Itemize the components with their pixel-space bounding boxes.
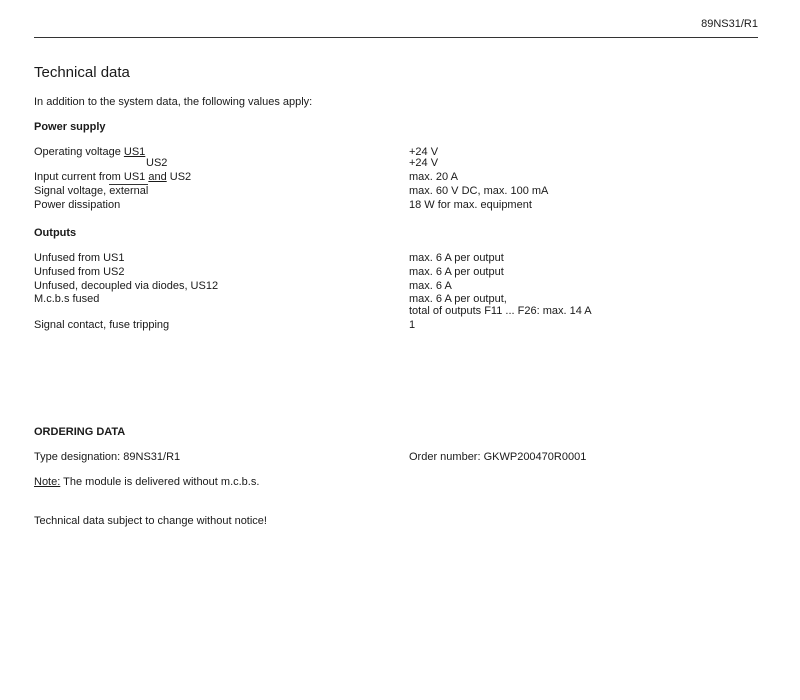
page-title: Technical data (34, 64, 130, 81)
us1-label: US1 (123, 146, 146, 158)
output-row-label: M.c.b.s fused (34, 293, 100, 305)
output-row-value: max. 6 A per output (409, 266, 504, 278)
power-dissipation-value: 18 W for max. equipment (409, 199, 532, 211)
input-current-text: Input current from US1 (34, 171, 146, 183)
power-supply-heading: Power supply (34, 121, 106, 133)
header-divider (34, 37, 758, 38)
power-dissipation-label: Power dissipation (34, 199, 121, 211)
input-current-and: and (148, 171, 167, 183)
disclaimer-text: Technical data subject to change without notice! (34, 515, 267, 527)
output-row-label: Unfused from US2 (34, 266, 125, 278)
intro-text: In addition to the system data, the following values apply: (34, 96, 313, 108)
order-number: Order number: GKWP200470R0001 (409, 451, 587, 463)
output-row-value: 1 (409, 319, 416, 331)
input-current-us2: US2 (169, 171, 192, 183)
document-code: 89NS31/R1 (701, 18, 758, 30)
input-current-label (34, 172, 191, 183)
signal-voltage-external: external (109, 185, 149, 197)
operating-voltage-us1-value: +24 V (409, 146, 439, 158)
outputs-heading: Outputs (34, 227, 77, 239)
note-label: Note: (34, 476, 61, 488)
ordering-data-heading: ORDERING DATA (34, 426, 126, 438)
input-current-value: max. 20 A (409, 171, 458, 183)
output-row-label: Unfused, decoupled via diodes, US12 (34, 280, 219, 292)
us2-label: US2 (146, 157, 168, 169)
delivery-note (34, 477, 259, 488)
output-row-value: max. 6 A per output (409, 252, 504, 264)
operating-voltage-text: Operating voltage (34, 146, 121, 158)
signal-voltage-label (34, 186, 148, 197)
signal-voltage-text: Signal voltage, (34, 185, 110, 197)
type-designation: Type designation: 89NS31/R1 (34, 451, 181, 463)
output-row-label: Unfused from US1 (34, 252, 125, 264)
signal-voltage-value: max. 60 V DC, max. 100 mA (409, 185, 549, 197)
output-row-value: max. 6 A (409, 280, 452, 292)
output-row-label: Signal contact, fuse tripping (34, 319, 170, 331)
output-row-value-continued: total of outputs F11 ... F26: max. 14 A (409, 305, 592, 317)
note-text: The module is delivered without m.c.b.s. (60, 476, 260, 488)
output-row-value: max. 6 A per output, (409, 293, 507, 305)
operating-voltage-label (34, 147, 145, 158)
operating-voltage-us2-value: +24 V (409, 157, 439, 169)
